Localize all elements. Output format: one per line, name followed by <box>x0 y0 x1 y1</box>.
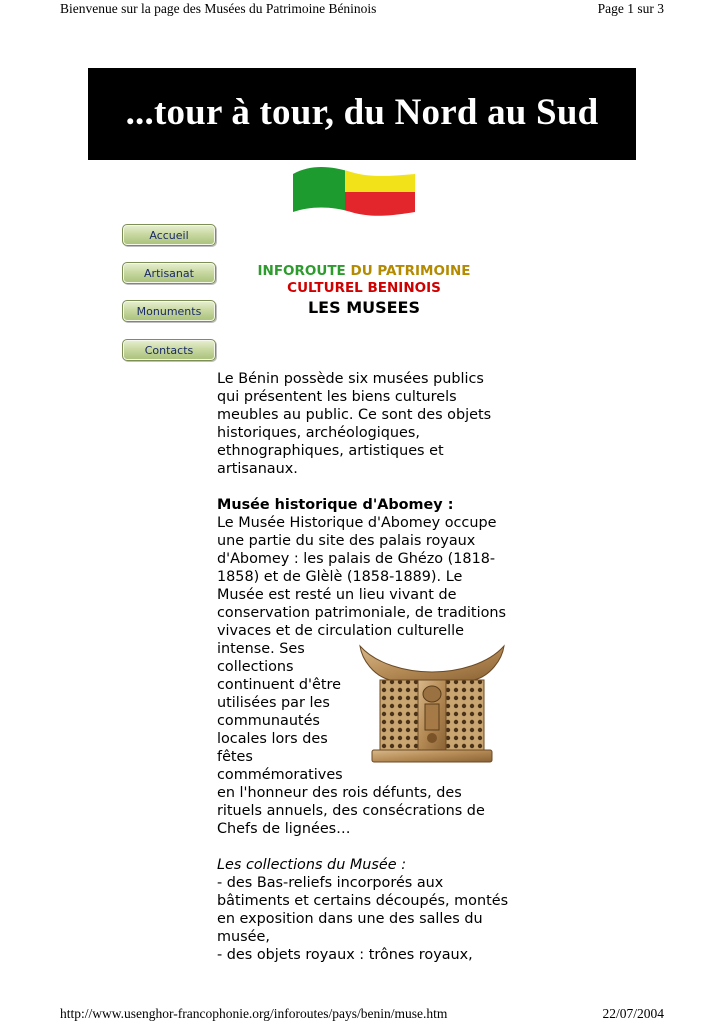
intro-line: artisanaux. <box>217 461 298 477</box>
nav-artisanat-button[interactable]: Artisanat <box>122 262 216 284</box>
body-line: collections <box>217 659 294 675</box>
body-line: une partie du site des palais royaux <box>217 533 476 549</box>
nav-accueil-button[interactable]: Accueil <box>122 224 216 246</box>
intro-line: Le Bénin possède six musées publics <box>217 371 484 387</box>
page-title: LES MUSEES <box>307 298 421 317</box>
print-footer <box>60 1006 664 1022</box>
body-line: communautés <box>217 713 320 729</box>
collections-line: bâtiments et certains découpés, montés <box>217 893 509 909</box>
print-header <box>60 1 664 17</box>
body-line: locales lors des <box>217 731 328 747</box>
heading-inforoute: INFOROUTE <box>257 263 351 279</box>
body-line: vivaces et de circulation culturelle <box>217 623 464 639</box>
body-line: Le Musée Historique d'Abomey occupe <box>217 515 497 531</box>
print-date: 22/07/2004 <box>602 1006 664 1021</box>
intro-line: historiques, archéologiques, <box>217 425 420 441</box>
body-line: conservation patrimoniale, de traditions <box>217 605 506 621</box>
nav-contacts-button[interactable]: Contacts <box>122 339 216 361</box>
page-heading <box>216 263 512 319</box>
body-line: Chefs de lignées… <box>217 821 351 837</box>
intro-line: ethnographiques, artistiques et <box>217 443 444 459</box>
body-line: en l'honneur des rois défunts, des <box>217 785 462 801</box>
body-line: commémoratives <box>217 767 343 783</box>
collections-line: - des objets royaux : trônes royaux, <box>217 947 473 963</box>
collections-line: musée, <box>217 929 270 945</box>
body-line: fêtes <box>217 749 253 765</box>
print-page-number: Page 1 sur 3 <box>597 1 664 16</box>
print-url: http://www.usenghor-francophonie.org/inforoutes/pays/benin/muse.htm <box>60 1006 448 1021</box>
collections-line: - des Bas-reliefs incorporés aux <box>217 875 444 891</box>
heading-patrimoine: DU PATRIMOINE <box>350 263 471 279</box>
body-line: continuent d'être <box>217 677 341 693</box>
nav-monuments-button[interactable]: Monuments <box>122 300 216 322</box>
heading-culturel: CULTUREL BENINOIS <box>287 280 441 296</box>
body-line: 1858) et de Glèlè (1858-1889). Le <box>217 569 463 585</box>
intro-line: meubles au public. Ce sont des objets <box>217 407 492 423</box>
body-line: intense. Ses <box>217 641 305 657</box>
royal-stool-image <box>356 638 508 766</box>
body-line: rituels annuels, des consécrations de <box>217 803 485 819</box>
print-title: Bienvenue sur la page des Musées du Patrimoine Béninois <box>60 1 377 16</box>
collections-title: Les collections du Musée : <box>217 857 407 873</box>
section-title: Musée historique d'Abomey : <box>217 497 454 513</box>
benin-flag-image <box>291 160 431 220</box>
body-line: utilisées par les <box>217 695 330 711</box>
banner <box>88 68 636 160</box>
intro-line: qui présentent les biens culturels <box>217 389 457 405</box>
collections-line: en exposition dans une des salles du <box>217 911 483 927</box>
body-line: d'Abomey : les palais de Ghézo (1818- <box>217 551 496 567</box>
body-line: Musée est resté un lieu vivant de <box>217 587 457 603</box>
banner-text: ...tour à tour, du Nord au Sud <box>125 91 599 133</box>
